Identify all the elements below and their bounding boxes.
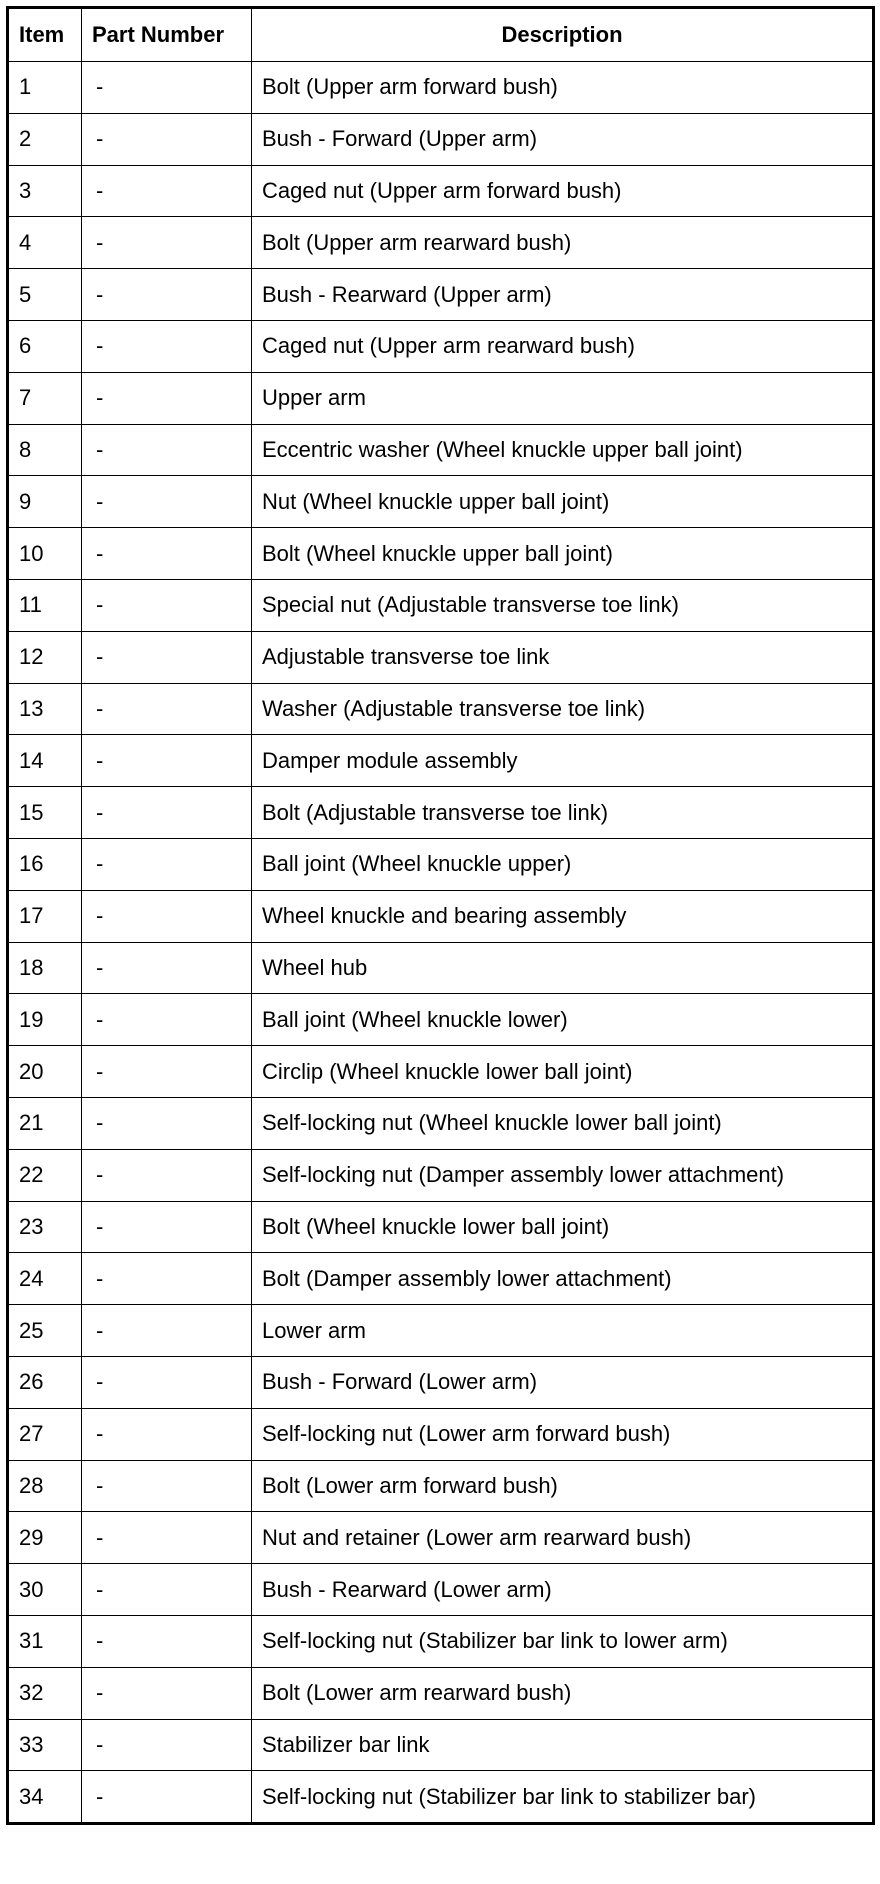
part-number-cell: - — [82, 1667, 252, 1719]
item-number-cell: 20 — [8, 1046, 82, 1098]
item-number-cell: 34 — [8, 1771, 82, 1824]
description-cell: Bolt (Lower arm forward bush) — [252, 1460, 874, 1512]
header-item: Item — [8, 8, 82, 62]
table-row — [8, 1305, 874, 1357]
part-number-cell: - — [82, 787, 252, 839]
table-row — [8, 890, 874, 942]
description-cell: Self-locking nut (Stabilizer bar link to stabilizer bar) — [252, 1771, 874, 1824]
part-number-cell: - — [82, 476, 252, 528]
item-number-cell: 1 — [8, 62, 82, 114]
table-row — [8, 1512, 874, 1564]
table-row — [8, 994, 874, 1046]
part-number-cell: - — [82, 579, 252, 631]
part-number-cell: - — [82, 683, 252, 735]
description-cell: Adjustable transverse toe link — [252, 631, 874, 683]
description-cell: Bolt (Damper assembly lower attachment) — [252, 1253, 874, 1305]
part-number-cell: - — [82, 372, 252, 424]
item-number-cell: 30 — [8, 1564, 82, 1616]
description-cell: Self-locking nut (Damper assembly lower attachment) — [252, 1149, 874, 1201]
table-row — [8, 683, 874, 735]
description-cell: Wheel hub — [252, 942, 874, 994]
table-row — [8, 476, 874, 528]
part-number-cell: - — [82, 1719, 252, 1771]
description-cell: Circlip (Wheel knuckle lower ball joint) — [252, 1046, 874, 1098]
item-number-cell: 24 — [8, 1253, 82, 1305]
description-cell: Ball joint (Wheel knuckle upper) — [252, 838, 874, 890]
part-number-cell: - — [82, 1460, 252, 1512]
table-row — [8, 165, 874, 217]
item-number-cell: 23 — [8, 1201, 82, 1253]
description-cell: Bolt (Upper arm forward bush) — [252, 62, 874, 114]
part-number-cell: - — [82, 890, 252, 942]
table-row — [8, 1615, 874, 1667]
table-row — [8, 1460, 874, 1512]
table-body — [8, 62, 874, 1824]
part-number-cell: - — [82, 1253, 252, 1305]
table-row — [8, 113, 874, 165]
table-row — [8, 372, 874, 424]
part-number-cell: - — [82, 1201, 252, 1253]
part-number-cell: - — [82, 838, 252, 890]
table-row — [8, 1771, 874, 1824]
part-number-cell: - — [82, 1512, 252, 1564]
table-row — [8, 217, 874, 269]
item-number-cell: 10 — [8, 528, 82, 580]
part-number-cell: - — [82, 320, 252, 372]
description-cell: Bush - Rearward (Upper arm) — [252, 269, 874, 321]
part-number-cell: - — [82, 113, 252, 165]
header-description: Description — [252, 8, 874, 62]
item-number-cell: 5 — [8, 269, 82, 321]
item-number-cell: 15 — [8, 787, 82, 839]
item-number-cell: 25 — [8, 1305, 82, 1357]
part-number-cell: - — [82, 1771, 252, 1824]
description-cell: Upper arm — [252, 372, 874, 424]
part-number-cell: - — [82, 528, 252, 580]
table-row — [8, 1408, 874, 1460]
part-number-cell: - — [82, 424, 252, 476]
item-number-cell: 18 — [8, 942, 82, 994]
item-number-cell: 19 — [8, 994, 82, 1046]
item-number-cell: 2 — [8, 113, 82, 165]
header-part-number: Part Number — [82, 8, 252, 62]
part-number-cell: - — [82, 62, 252, 114]
part-number-cell: - — [82, 217, 252, 269]
item-number-cell: 6 — [8, 320, 82, 372]
description-cell: Self-locking nut (Lower arm forward bush) — [252, 1408, 874, 1460]
item-number-cell: 21 — [8, 1097, 82, 1149]
description-cell: Ball joint (Wheel knuckle lower) — [252, 994, 874, 1046]
table-row — [8, 1046, 874, 1098]
item-number-cell: 9 — [8, 476, 82, 528]
description-cell: Bolt (Wheel knuckle upper ball joint) — [252, 528, 874, 580]
item-number-cell: 16 — [8, 838, 82, 890]
item-number-cell: 28 — [8, 1460, 82, 1512]
description-cell: Caged nut (Upper arm forward bush) — [252, 165, 874, 217]
item-number-cell: 3 — [8, 165, 82, 217]
description-cell: Bolt (Upper arm rearward bush) — [252, 217, 874, 269]
item-number-cell: 31 — [8, 1615, 82, 1667]
table-row — [8, 1097, 874, 1149]
table-row — [8, 269, 874, 321]
description-cell: Nut and retainer (Lower arm rearward bush) — [252, 1512, 874, 1564]
description-cell: Bolt (Adjustable transverse toe link) — [252, 787, 874, 839]
item-number-cell: 17 — [8, 890, 82, 942]
description-cell: Wheel knuckle and bearing assembly — [252, 890, 874, 942]
table-row — [8, 424, 874, 476]
item-number-cell: 8 — [8, 424, 82, 476]
part-number-cell: - — [82, 1097, 252, 1149]
description-cell: Bolt (Wheel knuckle lower ball joint) — [252, 1201, 874, 1253]
part-number-cell: - — [82, 269, 252, 321]
table-header — [8, 8, 874, 62]
part-number-cell: - — [82, 631, 252, 683]
part-number-cell: - — [82, 1564, 252, 1616]
table-row — [8, 320, 874, 372]
table-row — [8, 838, 874, 890]
table-row — [8, 735, 874, 787]
description-cell: Bolt (Lower arm rearward bush) — [252, 1667, 874, 1719]
part-number-cell: - — [82, 1408, 252, 1460]
description-cell: Bush - Forward (Lower arm) — [252, 1356, 874, 1408]
part-number-cell: - — [82, 1356, 252, 1408]
table-row — [8, 1564, 874, 1616]
description-cell: Lower arm — [252, 1305, 874, 1357]
item-number-cell: 22 — [8, 1149, 82, 1201]
table-row — [8, 1719, 874, 1771]
table-row — [8, 1149, 874, 1201]
item-number-cell: 33 — [8, 1719, 82, 1771]
description-cell: Special nut (Adjustable transverse toe link) — [252, 579, 874, 631]
table-row — [8, 62, 874, 114]
part-number-cell: - — [82, 1615, 252, 1667]
item-number-cell: 26 — [8, 1356, 82, 1408]
table-row — [8, 631, 874, 683]
description-cell: Bush - Rearward (Lower arm) — [252, 1564, 874, 1616]
description-cell: Caged nut (Upper arm rearward bush) — [252, 320, 874, 372]
item-number-cell: 4 — [8, 217, 82, 269]
table-row — [8, 787, 874, 839]
table-row — [8, 1253, 874, 1305]
item-number-cell: 32 — [8, 1667, 82, 1719]
table-row — [8, 1201, 874, 1253]
item-number-cell: 7 — [8, 372, 82, 424]
description-cell: Stabilizer bar link — [252, 1719, 874, 1771]
part-number-cell: - — [82, 735, 252, 787]
item-number-cell: 14 — [8, 735, 82, 787]
part-number-cell: - — [82, 994, 252, 1046]
description-cell: Washer (Adjustable transverse toe link) — [252, 683, 874, 735]
part-number-cell: - — [82, 1149, 252, 1201]
item-number-cell: 13 — [8, 683, 82, 735]
description-cell: Damper module assembly — [252, 735, 874, 787]
part-number-cell: - — [82, 1046, 252, 1098]
description-cell: Self-locking nut (Wheel knuckle lower ball joint) — [252, 1097, 874, 1149]
header-row — [8, 8, 874, 62]
table-row — [8, 942, 874, 994]
description-cell: Nut (Wheel knuckle upper ball joint) — [252, 476, 874, 528]
part-number-cell: - — [82, 942, 252, 994]
description-cell: Eccentric washer (Wheel knuckle upper ball joint) — [252, 424, 874, 476]
item-number-cell: 11 — [8, 579, 82, 631]
table-row — [8, 528, 874, 580]
description-cell: Self-locking nut (Stabilizer bar link to lower arm) — [252, 1615, 874, 1667]
item-number-cell: 29 — [8, 1512, 82, 1564]
description-cell: Bush - Forward (Upper arm) — [252, 113, 874, 165]
item-number-cell: 27 — [8, 1408, 82, 1460]
table-row — [8, 579, 874, 631]
item-number-cell: 12 — [8, 631, 82, 683]
part-number-cell: - — [82, 165, 252, 217]
parts-table-container — [6, 6, 872, 1825]
part-number-cell: - — [82, 1305, 252, 1357]
table-row — [8, 1356, 874, 1408]
parts-table — [6, 6, 875, 1825]
table-row — [8, 1667, 874, 1719]
